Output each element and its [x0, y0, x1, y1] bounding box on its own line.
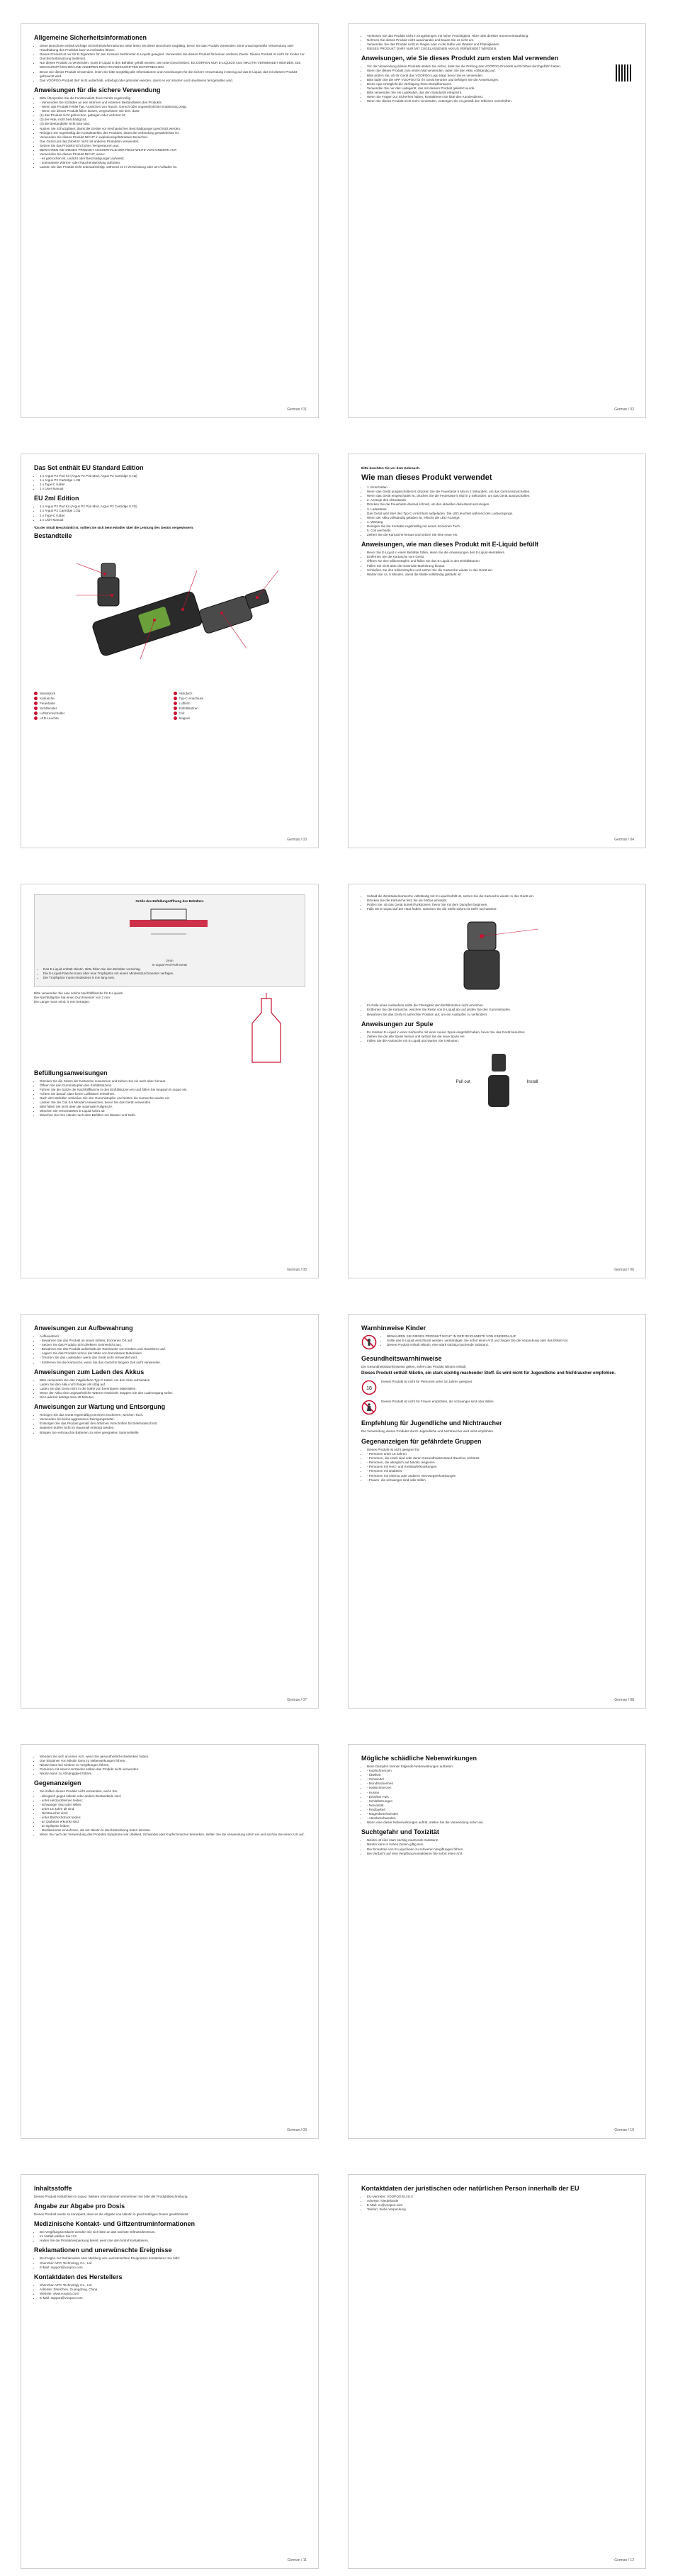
list-item: • Bei Fragen zur Reklamation oder Meldung von unerwünschten Ereignissen kontaktieren Sie bitte: [40, 2256, 305, 2261]
list-item: • Sie sollten dieses Produkt nicht verwenden, wenn Sie: [40, 1789, 305, 1794]
tip-caption: E-Liquid Prüf-Füll-Gerät [152, 963, 187, 967]
list-item: • Warten Sie ca. 5 Minuten, damit die Watte vollständig getränkt ist. [367, 573, 633, 577]
no-children-icon [361, 1334, 377, 1350]
list-item: • 5. Coil wechseln [367, 529, 633, 533]
kids-warning [361, 1334, 633, 1351]
list-item: • 1. Einschalten [367, 485, 633, 490]
section-heading: Gegenanzeigen für gefährdete Gruppen [361, 1437, 482, 1445]
list-item: • - Entfernen Sie die Kartusche, wenn Sie das Gerät für längere Zeit nicht verwenden. [40, 1361, 305, 1365]
list-item: • Nutzen Sie Schutzgläser, damit die Geräte vor mechanischen Beschädigungen geschützt werden. [40, 127, 305, 131]
manual-page-5 [21, 884, 319, 1278]
list-item: • Die Ladezeit beträgt etwa 45 Minuten. [40, 1395, 305, 1400]
manual-page-12 [348, 2174, 646, 2569]
list-item: • Reinigen Sie die Kontakte regelmäßig mit einem trockenen Tuch. [367, 524, 633, 529]
tip-size-label: 2mm [166, 959, 174, 963]
list-item: • Diese App ermöglicht die Verfolgung Ihres Dampfkonsums. [367, 82, 633, 86]
section-heading: Befüllungsanweisungen [34, 1069, 108, 1076]
section-heading: Reklamationen und unerwünschte Ereignisse [34, 2246, 172, 2254]
list-item: • Website: www.voopoo.com [40, 2292, 305, 2296]
list-item: • Ziehen Sie die alte Spule heraus und setzen Sie die neue Spule ein. [367, 1035, 633, 1039]
legend-item: Luftstromschalter [34, 712, 166, 715]
list-item: • Drücken Sie die Seiten der Kartusche zusammen und ziehen Sie sie nach oben heraus. [40, 1079, 305, 1084]
page-number: German / 06 [614, 1268, 634, 1272]
list-item: • Wenn Sie Fragen zur Sicherheit haben, kontaktieren Sie bitte den Kundendienst. [367, 95, 633, 99]
list-item: • Lassen Sie das Produkt nicht unbeaufsichtigt, während es in Verwendung oder am Aufladen ist. [40, 165, 305, 169]
side-effects-list [361, 1765, 633, 1825]
list-item: • - Schlafstörungen [367, 1799, 633, 1804]
page-number: German / 01 [287, 407, 307, 412]
safe-list [34, 96, 305, 170]
fill-list [361, 551, 633, 577]
list-item: • 1 x User Manual [40, 518, 305, 522]
list-item: • E-Mail: support@voopoo.com [40, 2266, 305, 2270]
standard-list [34, 474, 305, 491]
pregnancy-warning [361, 1400, 633, 1415]
page-number: German / 08 [614, 1698, 634, 1702]
list-item: • EU-Vertreter: VOOPOO EU B.V. [367, 2195, 633, 2199]
section-heading: Empfehlung für Jugendliche und Nichtraucher [361, 1419, 502, 1427]
list-item: • Nehmen Sie dieses Produkt nicht auseinander und bauen Sie es nicht um. [367, 38, 633, 43]
list-item: • Die Tropfspitze muss mindestens 9 mm lang sein. [43, 976, 302, 980]
list-item: • 4. Wartung [367, 520, 633, 524]
list-item: • - schwanger sind oder stillen; [40, 1803, 305, 1807]
list-item: • - Bewahren Sie das Produkt an einem kühlen, trockenen Ort auf. [40, 1339, 305, 1343]
section-heading: Anweisungen zur Aufbewahrung [34, 1324, 133, 1332]
list-item: • - Schwindel [367, 1777, 633, 1782]
intro-list [361, 34, 633, 51]
list-item: • 1 x Type-C Kabel [40, 483, 305, 487]
section-heading: Anweisungen zur Spule [361, 1020, 434, 1028]
section-heading: Medizinische Kontakt- und Giftzentruminformationen [34, 2220, 195, 2228]
section-heading: Kontaktdaten des Herstellers [34, 2273, 123, 2280]
parts-legend [34, 692, 305, 720]
manual-page-1 [21, 23, 319, 418]
list-item: • Verwenden Sie keine aggressiven Reinigungsmittel. [40, 1417, 305, 1422]
list-item: • Bevor Sie dieses Produkt verwenden, lesen Sie bitte sorgfältig alle Informationen und Anweisungen für die sichere Verwendung in Bezug auf das E-Liquid, das mit diesem Produkt gebraucht wird. [40, 70, 305, 79]
list-item: • - Setzen Sie das Produkt nicht direktem Sonnenlicht aus. [40, 1343, 305, 1347]
list-item: • Aufbewahren: [40, 1334, 305, 1339]
no-pregnant-icon [361, 1400, 377, 1415]
legend-item: Luftloch [174, 702, 306, 705]
list-item: • Im Falle eines Auslaufens sollte die Flüssigkeit den Einfüllstutzen nicht erreichen. [367, 1003, 633, 1008]
list-item: • Wenn Sie dieses Produkt nicht mehr verwenden, entsorgen Sie es gemäß den örtlichen Vorschriften. [367, 99, 633, 103]
health-text: Die Gesundheitswarnhinweise gelten, sofern das Produkt Nikotin enthält. [361, 1365, 467, 1369]
list-item: • BEWAHREN SIE DIESES PRODUKT AUSSERHALB DER REICHWEITE VON KINDERN AUF. [40, 148, 305, 152]
list-item: • Dieses Produkt enthält Nikotin, eine stark süchtig machende Substanz. [387, 1343, 569, 1347]
install-label: Install [526, 1079, 538, 1084]
list-item: • Wenn das Gerät ausgeschaltet ist, drücken Sie die Feuertaste 5 Mal in 2 Sekunden, um das Gerät einzuschalten. [367, 490, 633, 494]
list-item: • Bitte verwenden Sie ein Ladekabel, das den Standards entspricht. [367, 91, 633, 95]
eu-contact-list [361, 2195, 633, 2212]
list-item: • - Wenn das Produkt Fehler hat, Anzeichen von Rauch, Geruch oder ungewöhnlicher Erwärmung zeigt. [40, 105, 305, 109]
list-item: • - an Diabetes erkrankt sind; [40, 1820, 305, 1824]
list-item: • - Wenn Sie dieses Produkt fallen lassen, vergewissern Sie sich, dass: [40, 109, 305, 113]
list-item: • Adresse: Shenzhen, Guangdong, China [40, 2288, 305, 2292]
bottle-tip-diagram [38, 906, 300, 955]
battery-list [34, 1378, 305, 1400]
minors-text: Die Verwendung dieses Produkts durch Jugendliche und Nichtraucher wird nicht empfohlen. [361, 1429, 494, 1433]
list-item: • - Nervosität [367, 1804, 633, 1808]
list-item: • Ziehen Sie die Kartusche heraus und setzen Sie eine neue ein. [367, 533, 633, 537]
list-item: • Diese Broschüre enthält wichtige Sicherheitsinformationen. Bitte lesen Sie diese Broschüre sorgfältig, bevor Sie das Produkt verwenden. Eine unsachgemäße Verwendung oder Handhabung des Produkts kann zu Schäden führen. [40, 44, 305, 52]
caution-text: Bitte beachten Sie vor dem Gebrauch. [361, 466, 420, 470]
list-item: • 1 x Type-C Kabel [40, 514, 305, 518]
list-item: • Halten Sie die Produktverpackung bereit, wenn Sie den Notruf kontaktieren. [40, 2239, 305, 2243]
list-item: • Schließen Sie den Silikonstopfen und setzen Sie die Kartusche wieder in das Gerät ein. [367, 568, 633, 573]
list-item: • 3. Ladestatus [367, 507, 633, 512]
contra-list [34, 1789, 305, 1837]
list-item: • - unter Bluthochdruck leiden; [40, 1816, 305, 1820]
legend-item: Mundstück [34, 692, 166, 695]
qr-code [616, 64, 633, 81]
page-number: German / 04 [614, 838, 634, 842]
list-item: • Vor der Verwendung dieses Produkts stellen Sie sicher, dass Sie die Prüfung des VOOPOO-Produkts auf Echtheit durchgeführt haben. [367, 64, 633, 69]
list-item: • - Übelkeit [367, 1773, 633, 1777]
list-item: • Beim Dampfen können folgende Nebenwirkungen auftreten: [367, 1765, 633, 1769]
list-item: • Nach dem Befüllen schließen Sie den Gummistopfen und setzen die Kartusche wieder ein. [40, 1096, 305, 1101]
list-item: • - Nichtraucher sind; [40, 1811, 305, 1816]
list-item: • - Halsschmerzen [367, 1786, 633, 1790]
intro-list [34, 1755, 305, 1776]
section-heading: Kontaktdaten der juristischen oder natürlichen Person innerhalb der EU [361, 2185, 579, 2192]
device-diagram [34, 542, 305, 684]
list-item: • Falls Sie E-Liquid auf der Haut haben, waschen Sie die Stelle sofort mit Seife und Wasser. [367, 907, 633, 911]
list-item: • Bringen Sie verbrauchte Batterien zu einer geeigneten Sammelstelle. [40, 1431, 305, 1435]
list-item: • Das E-Liquid enthält Nikotin. Bitte füllen Sie den Behälter vorsichtig. [43, 967, 302, 972]
contents-text: Dieses Produkt enthält kein E-Liquid. Weitere Informationen entnehmen Sie bitte der Produktbeschreibung. [34, 2195, 188, 2198]
maintenance-list [34, 1413, 305, 1434]
list-item: • Öffnen Sie den Silikonstopfen und füllen Sie das E-Liquid in den Einfüllstutzen. [367, 559, 633, 563]
section-heading: Inhaltsstoffe [34, 2185, 72, 2192]
list-item: • Drücken Sie die Feuertaste dreimal schnell, um den aktuellen Akkustand anzuzeigen. [367, 502, 633, 507]
list-item: • - Personen unter 18 Jahren [367, 1452, 633, 1456]
list-item: • Das VOOPOO-Produkt darf nicht außerhalb, unbefugt oder gefunden werden, damit es von Kindern und Haustieren ferngehalten wird. [40, 79, 305, 83]
bottle-icon [227, 991, 305, 1069]
use-list [361, 485, 633, 537]
list-item: • Sollte das E-Liquid verschluckt werden, verständigen Sie sofort einen Arzt und zeigen Sie die Verpackung oder das Etikett vor. [387, 1339, 569, 1343]
list-item: • Verwenden Sie das Produkt nicht im Regen oder in der Nähe von Wasser und Flüssigkeiten. [367, 43, 633, 47]
legend-item: Typ-C-Anschluss [174, 697, 306, 700]
manual-page-10 [348, 1744, 646, 2139]
list-item: • Bitte Überprüfen Sie die Funktionalität Ihres Geräts regelmäßig. [40, 96, 305, 101]
page-number: German / 05 [287, 1268, 307, 1272]
page-number: German / 09 [287, 2128, 307, 2132]
list-item: • Wenn eine dieser Nebenwirkungen auftritt, stellen Sie die Verwendung sofort ein. [367, 1821, 633, 1825]
list-item: • - Personen mit Herz- und Kreislauferkrankungen [367, 1465, 633, 1469]
complaints-list [34, 2256, 305, 2269]
list-item: • - Personen, die krank sind oder deren Gesundheitszustand Rauchen verbietet [367, 1456, 633, 1461]
legend-item: Sichtfenster [34, 707, 166, 710]
top-list [361, 894, 633, 911]
kids-list [381, 1334, 569, 1347]
list-item: • Sobald die Zerstäuberkartusche vollständig mit E-Liquid befüllt ist, setzen Sie die Kartusche wieder in das Gerät ein. [367, 894, 633, 899]
manual-page-7 [21, 1314, 319, 1709]
list-item: • DIESES PRODUKT DARF NUR MIT ZUGELASSENEN AKKUS VERWENDET WERDEN. [367, 47, 633, 51]
storage-list [34, 1334, 305, 1365]
list-item: • Füllen Sie nicht über die maximale Markierung hinaus. [367, 564, 633, 568]
list-item: • - Husten [367, 1791, 633, 1795]
manual-page-11 [21, 2174, 319, 2569]
list-item: • Batterien dürfen nicht im Hausmüll entsorgt werden. [40, 1426, 305, 1430]
list-item: • - Reizbarkeit [367, 1808, 633, 1812]
list-item: • Nikotin ist eine stark süchtig machende Substanz. [367, 1838, 633, 1843]
mid-list [361, 1003, 633, 1016]
list-item: • Füllen Sie die Kartusche mit E-Liquid und warten Sie 5 Minuten. [367, 1039, 633, 1043]
manual-page-6 [348, 884, 646, 1278]
legend-item: LED-Leuchte [34, 716, 166, 720]
doses-text: Dieses Produkt wurde so konzipiert, dass es die Abgabe von Nikotin in gleichmäßigen Dosen gewährleistet. [34, 2212, 189, 2217]
pregnancy-text: Dieses Produkt ist nicht für Frauen empfohlen, die schwanger sind oder stillen. [381, 1399, 494, 1403]
age-warning [361, 1380, 633, 1395]
side-line: Die Nachfüllspitze hat einen Durchmesser von 2 mm. [34, 995, 111, 999]
list-item: • Dieses Produkt ist nicht geeignet für: [367, 1448, 633, 1452]
diagram-title: Größe des Befüllungsöffnung des Behälters [135, 899, 204, 903]
list-item: • - allergisch gegen Nikotin oder andere Bestandteile sind; [40, 1794, 305, 1799]
side-line: Bitte verwenden Sie eine solche Nachfüllflasche für E-Liquids. [34, 991, 124, 995]
list-item: • Verlassen Sie das Produkt nicht in Umgebungen mit hoher Feuchtigkeit, Hitze oder direkter Sonneneinstrahlung. [367, 34, 633, 38]
coil-list [361, 1030, 633, 1043]
list-item: • Achten Sie darauf, dass keine Luftblasen entstehen. [40, 1092, 305, 1096]
usage-list [361, 64, 633, 103]
list-item: • Wenn Sie dieses Produkt zum ersten Mal verwenden, laden Sie den Akku vollständig auf. [367, 69, 633, 73]
list-item: • Öffnen Sie den Gummistopfen des Einfüllstutzens. [40, 1084, 305, 1088]
list-item: • Bitte verwenden Sie das mitgelieferte Typ-C-Kabel, um den Akku aufzuladen. [40, 1378, 305, 1383]
list-item: • Wenn das Gerät eingeschaltet ist, drücken Sie die Feuertaste 5 Mal in 2 Sekunden, um das Gerät auszuschalten. [367, 494, 633, 498]
list-item: • - es gebrochen ist, undicht oder Beschädigungen aufweist; [40, 157, 305, 161]
coil-diagram [361, 1050, 633, 1114]
list-item: • Bevor Sie E-Liquid in einen Behälter füllen, lesen Sie die Anweisungen des E-Liquid-Herstellers. [367, 551, 633, 555]
manual-page-4 [348, 454, 646, 848]
list-item: • - Personen mit Diabetes [367, 1469, 633, 1473]
list-item: • - unter 18 Jahre alt sind; [40, 1807, 305, 1811]
page-number: German / 12 [614, 2558, 634, 2563]
list-item: • - an Epilepsie leiden; [40, 1824, 305, 1828]
bottle-notes [34, 991, 222, 1069]
pull-out-label: Pull out [456, 1079, 470, 1084]
section-heading: Allgemeine Sicherheitsinformationen [34, 34, 147, 41]
list-item: • E-Mail: eu@voopoo.com [367, 2203, 633, 2207]
page-number: German / 11 [287, 2558, 307, 2563]
legend-item: Einfüllstutzen [174, 707, 306, 710]
list-item: • Bitte füllen Sie nicht über die maximale Füllgrenze. [40, 1105, 305, 1109]
list-item: • Reinigen Sie das Gerät regelmäßig mit einem trockenen, weichen Tuch. [40, 1413, 305, 1417]
list-item: • Verwenden Sie dieses Produkt NICHT in explosionsgefährdeten Bereichen. [40, 135, 305, 140]
fill-steps-list [34, 1079, 305, 1118]
list-item: • - Atembeschwerden [367, 1816, 633, 1821]
list-item: • Nur dieses Produkt zu verwenden, muss E-Liquid in den Behälter gefüllt werden: wie unten beschrieben. ES DÜRFEN NUR E-LIQUIDS AUS NIKOTIN VERWENDET WERDEN, DIE DEN EUROPÄISCHEN UND ANDEREN RECHTSVORSCHRIFTEN ENTSPRECHEN. [40, 61, 305, 69]
manual-page-9 [21, 1744, 319, 2139]
list-item: • (3) die Bestandteile nicht lose sind. [40, 122, 305, 126]
list-item: • (1) das Produkt nicht gebrochen, gebogen oder verformt ist; [40, 113, 305, 118]
section-heading: Anweisungen zur Wartung und Entsorgung [34, 1403, 166, 1411]
section-heading: Anweisungen, wie man dieses Produkt mit E-Liquid befüllt [361, 541, 539, 549]
list-item: • Die Einnahme von E-Liquid kann zu schweren Vergiftungen führen. [367, 1847, 633, 1852]
section-heading: Anweisungen zum Laden des Akkus [34, 1368, 145, 1376]
list-item: • Das Gerät und das Zubehör nicht mit anderen Produkten verwenden. [40, 140, 305, 144]
list-item: • Telefon: Siehe Verpackung [367, 2207, 633, 2212]
list-item: • - Mundtrockenheit [367, 1782, 633, 1786]
bottle-section [34, 991, 305, 1069]
page-number: German / 03 [287, 838, 307, 842]
section-heading: Gegenanzeigen [34, 1779, 81, 1787]
cartridge-illustration [361, 915, 633, 1000]
legend-item: Kartusche [34, 697, 166, 700]
section-heading: Mögliche schädliche Nebenwirkungen [361, 1755, 477, 1762]
list-item: • Bei Vergiftungsverdacht wenden Sie sich bitte an das nächste Giftnotrufzentrum. [40, 2230, 305, 2234]
list-item: • 1 x Argus P2 Pod Kit (Argus P2 Pod Mod, Argus P2 Cartridge 0.7Ω) [40, 505, 305, 509]
list-item: • Bitte prüfen Sie, ob Ihr Gerät das VOOPOO-Logo trägt, bevor Sie es verwenden. [367, 74, 633, 78]
fill-opening-box [34, 894, 305, 987]
addiction-list [361, 1838, 633, 1855]
svg-text:18: 18 [366, 1385, 372, 1391]
note-text: *Da der Inhalt Beschränkt ist, sollten Sie sich beim Händler über die Leistung des Geräts vergewissern. [34, 525, 194, 529]
list-item: • - Personen, die allergisch auf Nikotin reagieren [367, 1461, 633, 1465]
list-item: • Drücken Sie die Kartusche fest, bis sie hörbar einrastet. [367, 899, 633, 903]
list-item: • Das Gerät wird über den Typ-C-Anschluss aufgeladen. Die LED leuchtet während des Ladevorgangs. [367, 512, 633, 516]
list-item: • Bewahren Sie das Gerät in aufrechter Position auf, um ein Auslaufen zu verhindern. [367, 1013, 633, 1017]
legend-item: Feuertaste [34, 702, 166, 705]
page-number: German / 07 [287, 1698, 307, 1702]
list-item: • Laden Sie den Akku nicht länger als nötig auf. [40, 1383, 305, 1387]
section-heading: Bestandteile [34, 531, 72, 539]
list-item: • BEWAHREN SIE DIESES PRODUKT NICHT IN DER REICHWEITE VON KINDERN AUF. [387, 1334, 569, 1339]
legend-item: Coil [174, 712, 306, 715]
section-heading: Suchtgefahr und Toxizität [361, 1828, 439, 1836]
edition-list [34, 505, 305, 522]
page-number: German / 10 [614, 2128, 634, 2132]
age-18-icon [361, 1380, 377, 1395]
list-item: • Wenn Sie nach der Verwendung des Produkts Symptome wie Übelkeit, Schwindel oder Kopfschmerzen bemerken, stellen Sie die Verwendung sofort ein und suchen Sie einen Arzt auf. [40, 1833, 305, 1837]
page-number: German / 02 [614, 407, 634, 412]
manual-page-2 [348, 23, 646, 418]
manual-page-3 [21, 454, 319, 848]
list-item: • Wenn der Akku vollständig geladen ist, erlischt die LED-Anzeige. [367, 516, 633, 520]
list-item: • Verwenden Sie dieses Produkt NICHT, wenn: [40, 152, 305, 157]
list-item: • 2. Anzeige des Akkustands [367, 498, 633, 502]
list-item: • - unerwartete Wärme- oder Rauchentwicklung auftreten. [40, 161, 305, 165]
general-list [34, 44, 305, 83]
section-heading: Das Set enthält EU Standard Edition [34, 464, 144, 471]
notice-list [38, 967, 302, 980]
section-heading: Warnhinweise Kinder [361, 1324, 426, 1332]
list-item: • Personen mit einem Herzleiden sollten das Produkt nicht verwenden. [40, 1767, 305, 1772]
list-item: • Prüfen Sie, ob das Gerät korrekt funktioniert, bevor Sie mit dem Dampfen beginnen. [367, 903, 633, 907]
age-text: Dieses Produkt ist nicht für Personen unter 18 Jahren geeignet. [381, 1379, 473, 1383]
list-item: • - unter Herzproblemen leiden; [40, 1799, 305, 1803]
list-item: • - Trennen Sie das Ladekabel, wenn das Gerät nicht verwendet wird. [40, 1356, 305, 1360]
groups-list [361, 1448, 633, 1483]
list-item: • Wenden Sie sich an einen Arzt, wenn Sie gesundheitliche Bedenken haben. [40, 1755, 305, 1759]
list-item: • - Verwenden Sie Schäden an den internen und externen Bestandteilen des Produkts. [40, 101, 305, 105]
list-item: • Shenzhen VPC Technology Co., Ltd. [40, 2261, 305, 2266]
list-item: • Nikotin kann in hohen Dosen giftig sein. [367, 1843, 633, 1847]
list-item: • Im Notfall wählen Sie 112. [40, 2234, 305, 2239]
list-item: • 1 x Argus P2 Cartridge 1.2Ω [40, 478, 305, 483]
list-item: • 1 x Argus P2 Cartridge 1.2Ω [40, 509, 305, 513]
list-item: • Entfernen Sie die Kartusche vom Gerät. [367, 555, 633, 559]
health-warning-bold: Dieses Produkt enthält Nikotin, ein stark süchtig machender Stoff. Es wird nicht für Jugendliche und Nichtraucher empfohlen. [361, 1371, 616, 1376]
list-item: • - Kopfschmerzen [367, 1769, 633, 1773]
section-heading: Angabe zur Abgabe pro Dosis [34, 2203, 125, 2210]
list-item: • 1 x Argus P2 Pod Kit (Argus P2 Pod Mod, Argus P2 Cartridge 0.7Ω) [40, 474, 305, 478]
legend-item: Akkufach [174, 692, 306, 695]
list-item: • Bei Verdacht auf eine Vergiftung kontaktieren Sie sofort einen Arzt. [367, 1852, 633, 1856]
list-item: • - Personen mit Asthma oder anderen Atemwegserkrankungen [367, 1474, 633, 1478]
list-item: • Adresse: Niederlande [367, 2199, 633, 2203]
section-heading: Wie man dieses Produkt verwendet [361, 473, 492, 483]
list-item: • Wenn der Akku eine ungewöhnliche Wärme entwickelt, stoppen Sie den Ladevorgang sofort. [40, 1391, 305, 1395]
list-item: • Lassen Sie die Coil 3-5 Minuten einweichen, bevor Sie das Gerät verwenden. [40, 1101, 305, 1105]
list-item: • - Frauen, die schwanger sind oder stillen [367, 1478, 633, 1483]
medical-list [34, 2230, 305, 2243]
list-item: • - Lagern Sie das Produkt nicht in der Nähe von brennbaren Materialien. [40, 1351, 305, 1356]
section-heading: Anweisungen für die sichere Verwendung [34, 86, 161, 94]
list-item: • Setzen Sie das Produkt nicht hohen Temperaturen aus. [40, 144, 305, 148]
list-item: • - Erhöhter Puls [367, 1795, 633, 1799]
manual-page-8 [348, 1314, 646, 1709]
list-item: • Das Einatmen von Nikotin kann zu Nebenwirkungen führen. [40, 1759, 305, 1763]
list-item: • Waschen Sie Ihre Hände nach dem Befüllen mit Wasser und Seife. [40, 1113, 305, 1118]
list-item: • - Magenbeschwerden [367, 1812, 633, 1816]
list-item: • Entfernen Sie die Kartusche, wischen Sie Reste von E-Liquid ab und prüfen Sie den Gummistopfen. [367, 1008, 633, 1012]
list-item: • Bitte laden Sie die APP VOOPOO für Ihr Gerät herunter und befolgen Sie die Anweisungen. [367, 78, 633, 82]
list-item: • (2) der Akku nicht beschädigt ist; [40, 118, 305, 122]
list-item: • Führen Sie die Spitze der Nachfüllflasche in den Einfüllstutzen ein und füllen Sie langsam E-Liquid ein. [40, 1088, 305, 1092]
list-item: • Shenzhen VPC Technology Co., Ltd. [40, 2283, 305, 2288]
section-heading: EU 2ml Edition [34, 495, 79, 502]
list-item: • Laden Sie das Gerät nicht in der Nähe von brennbaren Materialien. [40, 1387, 305, 1391]
list-item: • Nikotin kann zu Abhängigkeit führen. [40, 1772, 305, 1776]
list-item: • - Bewahren Sie das Produkt außerhalb der Reichweite von Kindern und Haustieren auf. [40, 1347, 305, 1351]
manufacturer-list [34, 2283, 305, 2300]
list-item: • E-Mail: support@voopoo.com [40, 2296, 305, 2300]
side-line: Die Länge muss mind. 9 mm betragen. [34, 999, 91, 1003]
list-item: • Entsorgen Sie das Produkt gemäß den örtlichen Vorschriften für Elektronikschrott. [40, 1422, 305, 1426]
list-item: • Dieses Produkt ist nur für E-Zigaretten für den Konsum bestimmter E-Liquids geeignet. Verwenden Sie dieses Produkt für keinen anderen Zweck. Dieses Produkt ist nicht für Kinder zur Durchschnittsnutzung bestimmt. [40, 52, 305, 61]
list-item: • Nikotin kann bei Kindern zu Vergiftungen führen. [40, 1763, 305, 1767]
list-item: • Wischen Sie verschüttetes E-Liquid sofort ab. [40, 1109, 305, 1113]
list-item: • Es müssen E-Liquid in einer Kartusche mit einer neuen Spule eingefüllt haben, bevor Sie das Gerät benutzen. [367, 1030, 633, 1035]
coil-icon [477, 1050, 520, 1114]
list-item: • 1 x User Manual [40, 487, 305, 491]
list-item: • - Medikamente einnehmen, die mit Nikotin in Wechselwirkung treten könnten. [40, 1828, 305, 1833]
section-heading: Gesundheitswarnhinweise [361, 1355, 442, 1363]
device-illustration [77, 563, 278, 659]
section-heading: Anweisungen, wie Sie dieses Produkt zum ersten Mal verwenden [361, 55, 559, 62]
legend-item: Magnet [174, 716, 306, 720]
list-item: • Reinigen Sie regelmäßig die Kontaktstellen des Produkts, damit die Verbindung gewährleistet ist. [40, 131, 305, 135]
list-item: • Die E-Liquid-Flasche muss über eine Tropfspitze mit einem Mindestdurchmesser verfügen. [43, 972, 302, 976]
list-item: • Verwenden Sie nur das Ladegerät, das mit diesem Produkt geliefert wurde. [367, 86, 633, 91]
